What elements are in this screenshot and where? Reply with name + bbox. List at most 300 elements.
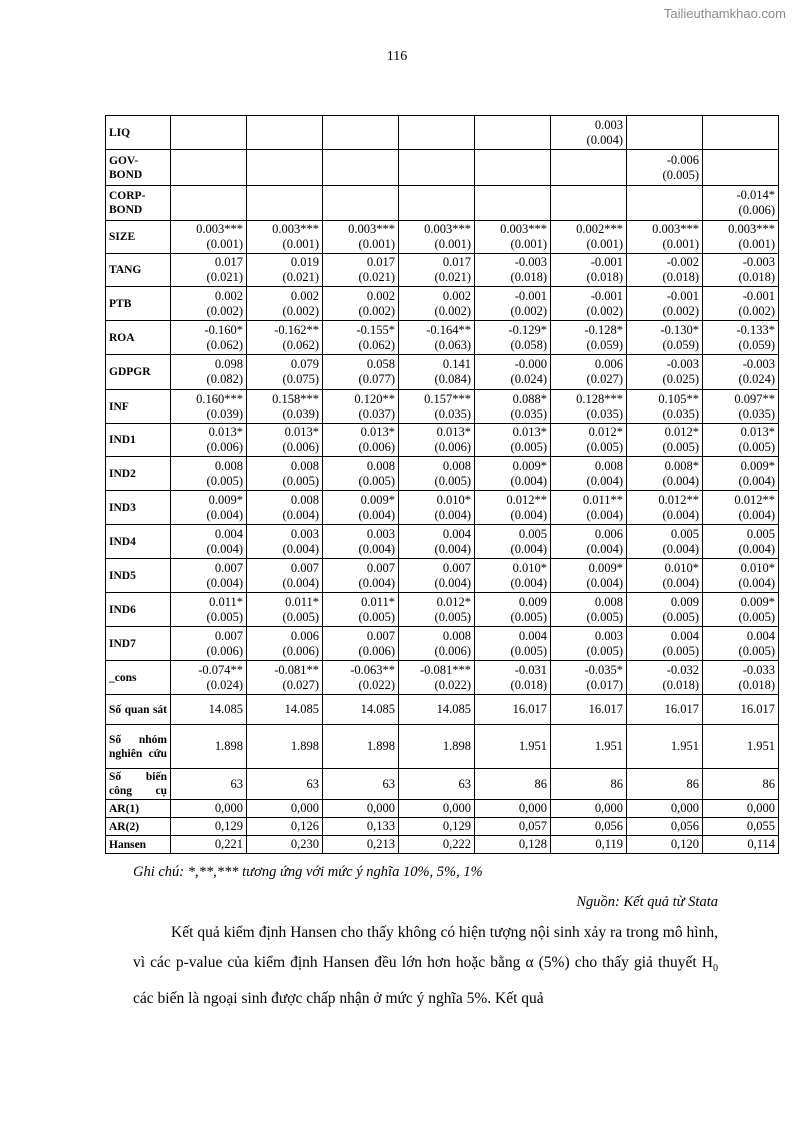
table-cell: 0,000 [703,800,779,818]
table-row [106,424,779,457]
table-cell [323,491,399,525]
table-cell [247,491,323,525]
standard-error: (0.006) [206,440,243,454]
row-label: Số biến công cụ [106,769,171,800]
standard-error: (0.006) [434,440,471,454]
coefficient: 0.013* [740,425,775,439]
table-cell [703,390,779,424]
table-row [106,221,779,254]
table-row [106,254,779,287]
table-cell [171,559,247,593]
coefficient: 0.005 [670,526,699,541]
table-cell [551,661,627,695]
table-row [106,836,779,854]
table-cell [247,424,323,457]
coefficient: 0.009 [670,594,699,609]
table-cell [247,627,323,661]
standard-error: (0.005) [738,643,775,658]
standard-error: (0.004) [738,507,775,522]
table-cell: 0,114 [703,836,779,854]
table-cell [475,321,551,355]
table-cell [323,355,399,390]
coefficient: 0.141 [442,357,471,371]
table-cell [475,661,551,695]
table-cell [551,186,627,221]
standard-error: (0.004) [510,507,547,522]
coefficient: -0.001 [666,288,699,303]
coefficient: -0.006 [666,152,699,167]
coefficient: -0.081** [274,662,319,677]
row-label: SIZE [106,221,171,254]
table-row [106,627,779,661]
standard-error: (0.001) [282,237,319,251]
table-cell [171,593,247,627]
table-row [106,818,779,836]
table-note: Ghi chú: *,**,*** tương ứng với mức ý nghĩa 10%, 5%, 1% [133,864,483,880]
coefficient: 0.011* [209,594,243,609]
table-cell [399,321,475,355]
table-cell [323,186,399,221]
coefficient: -0.032 [666,662,699,677]
table-row [106,355,779,390]
table-cell [703,661,779,695]
coefficient: -0.162** [274,322,319,337]
standard-error: (0.002) [510,303,547,318]
table-cell [247,221,323,254]
table-cell: 0,129 [399,818,475,836]
standard-error: (0.062) [358,337,395,352]
standard-error: (0.004) [662,507,699,522]
table-cell [247,254,323,287]
table-cell: 14.085 [323,695,399,725]
standard-error: (0.004) [358,575,395,590]
table-row [106,525,779,559]
table-cell [247,321,323,355]
coefficient: 0.098 [214,357,243,371]
table-cell [551,287,627,321]
row-label: IND6 [106,593,171,627]
coefficient: -0.081*** [419,662,471,677]
coefficient: 0.012* [664,425,699,439]
row-label: Số quan sát [106,695,171,725]
standard-error: (0.004) [206,575,243,590]
coefficient: 0.009* [740,458,775,473]
standard-error: (0.082) [206,372,243,386]
coefficient: 0.009 [518,594,547,609]
table-cell [627,424,703,457]
coefficient: -0.133* [736,322,775,337]
coefficient: -0.000 [514,357,547,371]
standard-error: (0.001) [434,237,471,251]
standard-error: (0.058) [510,337,547,352]
row-label: IND2 [106,457,171,491]
table-cell: 1.951 [627,725,703,769]
row-label: CORP-BOND [106,186,171,221]
coefficient: 0.002 [442,288,471,303]
standard-error: (0.037) [358,406,395,421]
row-label: ROA [106,321,171,355]
coefficient: -0.003 [742,255,775,269]
table-row [106,725,779,769]
row-label: IND4 [106,525,171,559]
coefficient: 0.008* [664,458,699,473]
table-cell [551,221,627,254]
standard-error: (0.005) [434,609,471,624]
standard-error: (0.035) [434,406,471,421]
table-cell: 0,133 [323,818,399,836]
table-cell: 14.085 [399,695,475,725]
table-cell [171,661,247,695]
table-cell [247,186,323,221]
standard-error: (0.004) [358,541,395,556]
coefficient: 0.005 [518,526,547,541]
standard-error: (0.005) [738,440,775,454]
table-cell [551,254,627,287]
table-cell [247,559,323,593]
table-cell [399,186,475,221]
standard-error: (0.024) [510,372,547,386]
standard-error: (0.005) [662,440,699,454]
table-cell [627,221,703,254]
table-cell [171,525,247,559]
table-cell [551,457,627,491]
table-cell: 0,222 [399,836,475,854]
standard-error: (0.004) [206,541,243,556]
standard-error: (0.005) [282,473,319,488]
coefficient: 0.006 [594,357,623,371]
coefficient: 0.004 [442,526,471,541]
standard-error: (0.006) [206,643,243,658]
table-cell [171,355,247,390]
table-cell [475,150,551,186]
standard-error: (0.005) [510,440,547,454]
standard-error: (0.006) [282,440,319,454]
coefficient: 0.160*** [196,391,243,406]
standard-error: (0.018) [738,677,775,692]
coefficient: -0.031 [514,662,547,677]
coefficient: 0.008 [290,492,319,507]
coefficient: 0.004 [670,628,699,643]
table-cell: 0,000 [551,800,627,818]
coefficient: 0.105** [658,391,699,406]
table-row [106,390,779,424]
table-cell [323,116,399,150]
standard-error: (0.005) [586,609,623,624]
coefficient: 0.008 [366,458,395,473]
coefficient: 0.007 [214,560,243,575]
table-cell [703,254,779,287]
standard-error: (0.021) [434,270,471,284]
coefficient: 0.003*** [348,222,395,236]
standard-error: (0.004) [662,541,699,556]
standard-error: (0.084) [434,372,471,386]
coefficient: -0.160* [204,322,243,337]
table-cell [475,491,551,525]
watermark: Tailieuthamkhao.com [663,6,786,21]
table-cell: 0,000 [627,800,703,818]
table-cell: 14.085 [171,695,247,725]
table-cell [247,287,323,321]
coefficient: 0.003*** [196,222,243,236]
table-cell [703,627,779,661]
table-cell [399,424,475,457]
standard-error: (0.001) [586,237,623,251]
table-cell: 0,057 [475,818,551,836]
row-label: IND7 [106,627,171,661]
coefficient: 0.017 [366,255,395,269]
standard-error: (0.039) [282,406,319,421]
coefficient: 0.011* [361,594,395,609]
coefficient: 0.079 [290,357,319,371]
table-cell [171,221,247,254]
table-cell [551,627,627,661]
table-cell [247,457,323,491]
standard-error: (0.004) [738,541,775,556]
table-cell: 63 [247,769,323,800]
coefficient: 0.003 [290,526,319,541]
table-cell [551,593,627,627]
table-cell [627,559,703,593]
table-cell [551,559,627,593]
coefficient: 0.088* [512,391,547,406]
coefficient: -0.129* [508,322,547,337]
coefficient: 0.158*** [272,391,319,406]
coefficient: 0.003*** [652,222,699,236]
standard-error: (0.005) [358,609,395,624]
standard-error: (0.059) [738,337,775,352]
table-cell [475,424,551,457]
table-cell [399,491,475,525]
coefficient: 0.008 [594,458,623,473]
table-row [106,559,779,593]
standard-error: (0.018) [662,270,699,284]
table-cell: 1.898 [399,725,475,769]
table-cell [323,457,399,491]
table-cell: 16.017 [551,695,627,725]
table-cell [703,491,779,525]
standard-error: (0.062) [206,337,243,352]
table-cell [551,424,627,457]
standard-error: (0.004) [586,507,623,522]
table-cell [703,221,779,254]
coefficient: 0.010* [436,492,471,507]
standard-error: (0.004) [434,541,471,556]
table-cell [323,390,399,424]
coefficient: 0.128*** [576,391,623,406]
standard-error: (0.005) [662,167,699,182]
table-cell [703,150,779,186]
standard-error: (0.035) [662,406,699,421]
table-cell [247,355,323,390]
coefficient: 0.006 [290,628,319,643]
table-cell: 0,056 [551,818,627,836]
page-number: 116 [386,49,408,64]
standard-error: (0.004) [434,575,471,590]
table-cell [703,424,779,457]
table-cell [323,593,399,627]
standard-error: (0.002) [358,303,395,318]
table-cell [551,150,627,186]
table-cell: 0,120 [627,836,703,854]
coefficient: 0.002 [214,288,243,303]
coefficient: 0.008 [290,458,319,473]
standard-error: (0.018) [738,270,775,284]
coefficient: 0.019 [290,255,319,269]
table-cell [703,287,779,321]
standard-error: (0.018) [510,677,547,692]
coefficient: 0.007 [442,560,471,575]
standard-error: (0.021) [282,270,319,284]
coefficient: 0.009* [360,492,395,507]
row-label: GDPGR [106,355,171,390]
coefficient: 0.013* [208,425,243,439]
table-cell [399,593,475,627]
table-cell: 0,221 [171,836,247,854]
body-paragraph [133,918,718,1014]
table-cell [399,457,475,491]
table-cell: 0,126 [247,818,323,836]
coefficient: -0.074** [198,662,243,677]
standard-error: (0.005) [586,440,623,454]
table-cell: 0,213 [323,836,399,854]
standard-error: (0.021) [206,270,243,284]
table-cell [627,254,703,287]
coefficient: -0.001 [590,288,623,303]
table-cell: 0,055 [703,818,779,836]
table-cell [627,525,703,559]
coefficient: 0.003*** [424,222,471,236]
standard-error: (0.005) [282,609,319,624]
standard-error: (0.005) [358,473,395,488]
standard-error: (0.005) [738,609,775,624]
table-row [106,321,779,355]
table-cell [247,116,323,150]
coefficient: 0.004 [518,628,547,643]
table-cell: 1.898 [171,725,247,769]
coefficient: -0.130* [660,322,699,337]
table-cell: 1.951 [551,725,627,769]
coefficient: 0.007 [214,628,243,643]
table-cell [171,390,247,424]
table-cell [551,355,627,390]
table-cell [475,287,551,321]
coefficient: 0.012** [658,492,699,507]
table-cell [475,525,551,559]
table-row [106,287,779,321]
table-cell [323,150,399,186]
regression-table [105,115,779,854]
standard-error: (0.004) [282,575,319,590]
table-cell: 86 [703,769,779,800]
coefficient: 0.012* [436,594,471,609]
coefficient: -0.063** [350,662,395,677]
table-cell [551,116,627,150]
coefficient: 0.097** [734,391,775,406]
standard-error: (0.004) [358,507,395,522]
coefficient: 0.004 [746,628,775,643]
coefficient: 0.013* [360,425,395,439]
table-cell [475,559,551,593]
standard-error: (0.024) [206,677,243,692]
table-cell [703,186,779,221]
row-label: LIQ [106,116,171,150]
standard-error: (0.005) [434,473,471,488]
standard-error: (0.027) [586,372,623,386]
table-cell [627,287,703,321]
table-row [106,150,779,186]
standard-error: (0.001) [510,237,547,251]
table-cell [703,525,779,559]
coefficient: 0.002 [366,288,395,303]
row-label: Số nhóm nghiên cứu [106,725,171,769]
coefficient: 0.003 [594,628,623,643]
standard-error: (0.002) [662,303,699,318]
table-cell: 1.951 [475,725,551,769]
table-cell [323,525,399,559]
table-cell [703,355,779,390]
standard-error: (0.006) [282,643,319,658]
table-cell [247,390,323,424]
table-cell [627,355,703,390]
table-cell [475,254,551,287]
row-label: INF [106,390,171,424]
standard-error: (0.006) [358,440,395,454]
table-cell: 63 [399,769,475,800]
row-label: AR(2) [106,818,171,836]
coefficient: 0.012** [734,492,775,507]
standard-error: (0.004) [738,473,775,488]
row-label: PTB [106,287,171,321]
row-label: Hansen [106,836,171,854]
table-cell [399,221,475,254]
table-cell [247,150,323,186]
table-cell [627,390,703,424]
table-cell: 0,129 [171,818,247,836]
table-cell [551,390,627,424]
coefficient: -0.033 [742,662,775,677]
coefficient: 0.009* [208,492,243,507]
table-cell [399,355,475,390]
standard-error: (0.006) [434,643,471,658]
coefficient: 0.013* [284,425,319,439]
table-cell [171,186,247,221]
table-cell: 63 [171,769,247,800]
standard-error: (0.004) [662,473,699,488]
table-cell [627,150,703,186]
coefficient: 0.008 [214,458,243,473]
standard-error: (0.005) [510,609,547,624]
table-cell: 1.898 [247,725,323,769]
coefficient: 0.120** [354,391,395,406]
table-row [106,491,779,525]
coefficient: 0.012** [506,492,547,507]
table-cell: 16.017 [703,695,779,725]
table-cell: 14.085 [247,695,323,725]
table-source: Nguồn: Kết quả từ Stata [576,894,718,910]
table-cell [627,661,703,695]
coefficient: 0.007 [290,560,319,575]
standard-error: (0.004) [510,575,547,590]
table-cell [399,627,475,661]
table-cell [475,457,551,491]
coefficient: 0.007 [366,560,395,575]
table-cell [703,321,779,355]
table-cell: 0,119 [551,836,627,854]
table-cell [171,424,247,457]
standard-error: (0.035) [738,406,775,421]
coefficient: 0.003*** [500,222,547,236]
table-cell: 1.951 [703,725,779,769]
